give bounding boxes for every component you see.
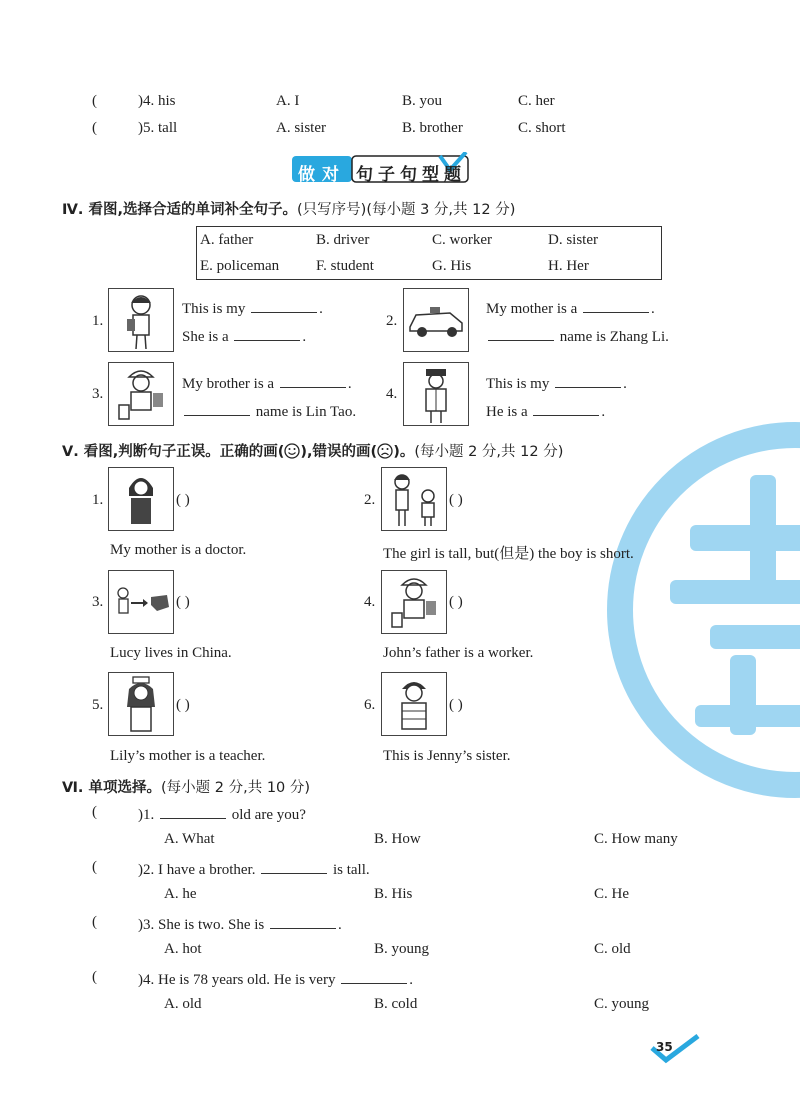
sentence-text: My brother is a (182, 376, 275, 392)
option-b: B. How (374, 831, 421, 847)
item-number: 4. (386, 386, 398, 402)
question-text (138, 804, 306, 824)
option-c: C. her (518, 93, 555, 109)
word-option: A. father (200, 231, 254, 248)
sentence-line (182, 298, 323, 318)
answer-blank[interactable] (583, 298, 649, 313)
banner-char: 型 (422, 165, 439, 185)
sentence-text: . (651, 301, 655, 317)
answer-blank[interactable] (160, 804, 226, 819)
question-text (138, 969, 413, 989)
sentence-text: . (302, 329, 307, 345)
option-c: C. young (594, 996, 650, 1012)
question-stem: . (409, 972, 413, 988)
sentence-text: My mother is a (486, 301, 578, 317)
sad-face-icon (377, 443, 393, 463)
question-stem: . (338, 917, 342, 933)
banner-char: 子 (378, 165, 395, 185)
option-a: A. sister (276, 120, 326, 136)
sentence-line (182, 401, 356, 421)
option-c: C. old (594, 941, 631, 957)
word-option: C. worker (432, 231, 492, 248)
word-option: E. policeman (200, 257, 280, 274)
option-b: B. brother (402, 120, 463, 136)
option-a: A. What (164, 831, 215, 847)
sentence-text: . (319, 301, 323, 317)
banner-char: 题 (444, 165, 461, 185)
sentence-text: name is Lin Tao. (255, 404, 357, 420)
sentence-text: My mother is a doctor. (110, 542, 247, 558)
police-car-picture (403, 288, 469, 352)
item-number: 1. (92, 313, 104, 329)
question-stem: )2. I have a brother. (138, 862, 256, 878)
section-6-heading (62, 776, 310, 797)
worker-picture (108, 362, 174, 426)
sentence-text: name is Zhang Li. (559, 329, 669, 345)
watermark-seal (600, 415, 800, 805)
question-stem: )4. He is 78 years old. He is very (138, 972, 336, 988)
answer-blank[interactable] (488, 326, 554, 341)
boy-picture (381, 672, 447, 736)
question-stem: old are you? (231, 807, 306, 823)
answer-blank[interactable] (234, 326, 300, 341)
section-title: Ⅴ. 看图,判断句子正误。正确的画( (62, 444, 285, 460)
nurse-picture (108, 672, 174, 736)
sentence-text: He is a (486, 404, 528, 420)
option-b: B. His (374, 886, 413, 902)
item-number: 1. (92, 492, 104, 508)
item-number: 3. (92, 386, 104, 402)
answer-paren[interactable]: ( ) (449, 594, 463, 610)
option-b: B. young (374, 941, 430, 957)
word-option: D. sister (548, 231, 598, 248)
section-title: Ⅳ. 看图,选择合适的单词补全句子。 (62, 202, 297, 218)
answer-paren[interactable]: ( (92, 804, 97, 820)
question-text (138, 914, 342, 934)
question-stem: is tall. (332, 862, 370, 878)
answer-paren[interactable]: ( (92, 859, 97, 875)
item-number: 4. (364, 594, 376, 610)
option-a: A. hot (164, 941, 202, 957)
section-note: (只写序号)(每小题 3 分,共 12 分) (297, 202, 516, 218)
question-text (138, 859, 370, 879)
section-title: Ⅵ. 单项选择。 (62, 780, 161, 796)
sentence-line (486, 401, 605, 421)
banner-char: 句 (400, 165, 417, 185)
option-a: A. he (164, 886, 197, 902)
question-text: )4. his (138, 93, 176, 109)
sentence-line (486, 298, 655, 318)
section-note: (每小题 2 分,共 10 分) (161, 780, 311, 796)
page-number: 35 (656, 1040, 673, 1054)
answer-blank[interactable] (555, 373, 621, 388)
section-5-heading (62, 440, 563, 463)
item-number: 2. (386, 313, 398, 329)
answer-paren[interactable]: ( ) (176, 492, 190, 508)
banner-char: 对 (322, 165, 339, 185)
answer-blank[interactable] (270, 914, 336, 929)
sentence-line (486, 326, 669, 346)
sentence-text: . (601, 404, 606, 420)
question-text: )5. tall (138, 120, 178, 136)
section-4-heading (62, 198, 515, 219)
worker-picture (381, 570, 447, 634)
smile-icon (284, 443, 300, 463)
word-option: G. His (432, 257, 472, 274)
answer-paren[interactable]: ( (92, 914, 97, 930)
answer-paren[interactable]: ( (92, 93, 97, 109)
answer-paren[interactable]: ( ) (449, 697, 463, 713)
banner-char: 做 (298, 165, 315, 185)
question-stem: )1. (138, 807, 155, 823)
option-c: C. How many (594, 831, 678, 847)
option-c: C. He (594, 886, 629, 902)
answer-blank[interactable] (184, 401, 250, 416)
question-stem: )3. She is two. She is (138, 917, 265, 933)
item-number: 2. (364, 492, 376, 508)
word-option: F. student (316, 257, 374, 274)
girl-student-picture (108, 288, 174, 352)
answer-blank[interactable] (341, 969, 407, 984)
answer-blank[interactable] (251, 298, 317, 313)
option-a: A. old (164, 996, 202, 1012)
answer-paren[interactable]: ( ) (449, 492, 463, 508)
item-number: 3. (92, 594, 104, 610)
section-banner (290, 152, 470, 186)
answer-paren[interactable]: ( (92, 120, 97, 136)
girl-to-map-picture (108, 570, 174, 634)
word-option: B. driver (316, 231, 370, 248)
section-title: )。 (393, 444, 415, 460)
sentence-line (486, 373, 627, 393)
option-b: B. cold (374, 996, 418, 1012)
sentence-line (182, 373, 352, 393)
sentence-text: She is a (182, 329, 229, 345)
sentence-text: This is my (486, 376, 550, 392)
banner-char: 句 (356, 165, 373, 185)
girl-and-boy-picture (381, 467, 447, 531)
sentence-text: The girl is tall, but(但是) the boy is short. (383, 546, 634, 562)
sentence-line (182, 326, 306, 346)
sentence-text: Lucy lives in China. (110, 645, 232, 661)
answer-paren[interactable]: ( ) (176, 697, 190, 713)
option-c: C. short (518, 120, 566, 136)
answer-blank[interactable] (261, 859, 327, 874)
sentence-text: . (347, 376, 352, 392)
item-number: 6. (364, 697, 376, 713)
sentence-text: This is Jenny’s sister. (383, 748, 511, 764)
answer-paren[interactable]: ( (92, 969, 97, 985)
answer-paren[interactable]: ( ) (176, 594, 190, 610)
section-note: (每小题 2 分,共 12 分) (414, 444, 564, 460)
sentence-text: Lily’s mother is a teacher. (110, 748, 266, 764)
policeman-picture (403, 362, 469, 426)
answer-blank[interactable] (280, 373, 346, 388)
answer-blank[interactable] (533, 401, 599, 416)
section-title: ),错误的画( (300, 444, 378, 460)
sentence-text: . (623, 376, 627, 392)
item-number: 5. (92, 697, 104, 713)
word-bank (196, 226, 662, 280)
option-a: A. I (276, 93, 300, 109)
sentence-text: This is my (182, 301, 246, 317)
woman-picture (108, 467, 174, 531)
option-b: B. you (402, 93, 443, 109)
sentence-text: John’s father is a worker. (383, 645, 534, 661)
word-option: H. Her (548, 257, 589, 274)
